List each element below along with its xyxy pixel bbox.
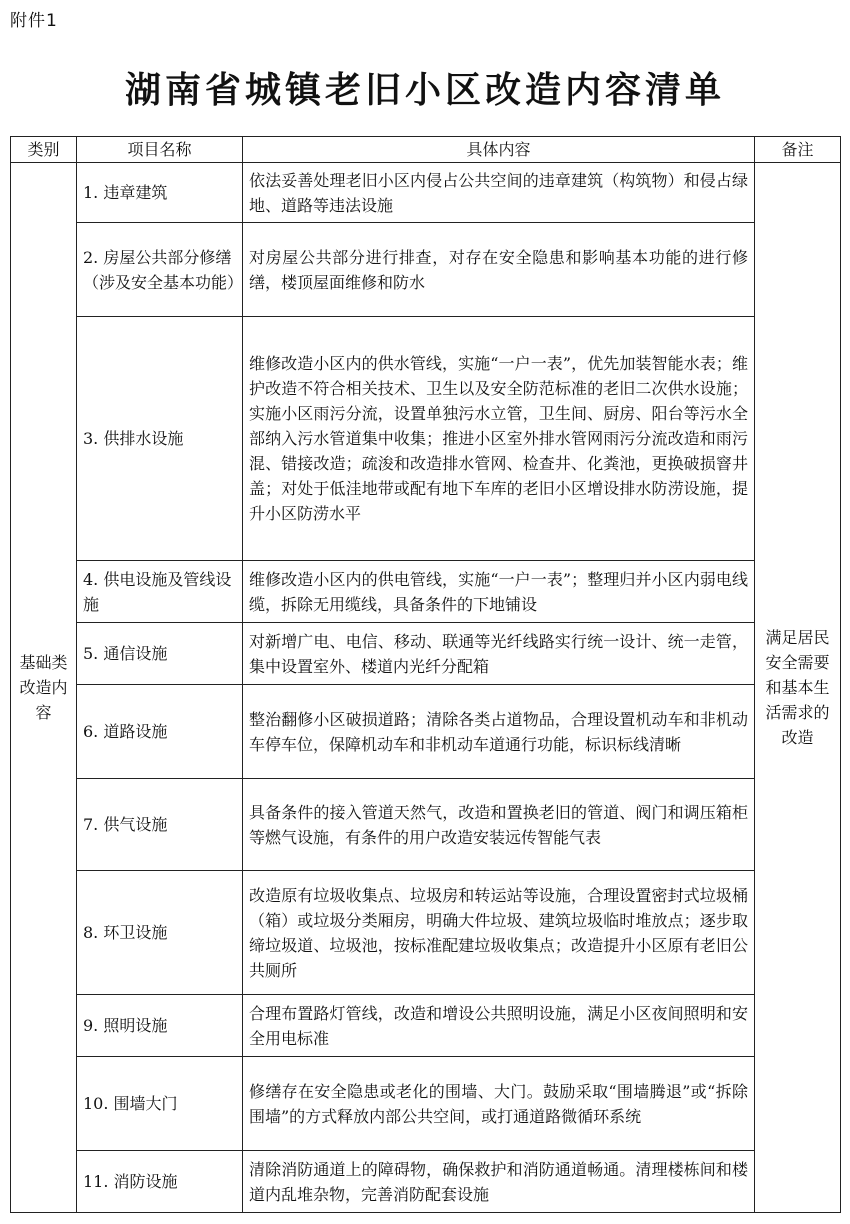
content-cell: 依法妥善处理老旧小区内侵占公共空间的违章建筑（构筑物）和侵占绿地、道路等违法设施	[243, 163, 755, 223]
content-cell: 对新增广电、电信、移动、联通等光纤线路实行统一设计、统一走管，集中设置室外、楼道内光纤分配箱	[243, 623, 755, 685]
table-row	[11, 561, 841, 623]
header-category: 类别	[11, 137, 77, 163]
document-title: 湖南省城镇老旧小区改造内容清单	[124, 69, 725, 111]
content-cell: 修缮存在安全隐患或老化的围墙、大门。鼓励采取“围墙腾退”或“拆除围墙”的方式释放内部公共空间，或打通道路微循环系统	[243, 1057, 755, 1151]
item-name-cell: 7. 供气设施	[77, 779, 243, 871]
content-cell: 维修改造小区内的供电管线，实施“一户一表”；整理归并小区内弱电线缆，拆除无用缆线，具备条件的下地铺设	[243, 561, 755, 623]
table-row	[11, 163, 841, 223]
item-name-cell: 8. 环卫设施	[77, 871, 243, 995]
table-row	[11, 623, 841, 685]
table-row	[11, 995, 841, 1057]
table-row	[11, 871, 841, 995]
table-row	[11, 685, 841, 779]
table-row	[11, 317, 841, 561]
content-cell: 改造原有垃圾收集点、垃圾房和转运站等设施，合理设置密封式垃圾桶（箱）或垃圾分类厢房，明确大件垃圾、建筑垃圾临时堆放点；逐步取缔垃圾道、垃圾池，按标准配建垃圾收集点；改造提升小区原有老旧公共厕所	[243, 871, 755, 995]
item-name-cell: 11. 消防设施	[77, 1151, 243, 1213]
renovation-list-table	[10, 136, 841, 1213]
header-item-name: 项目名称	[77, 137, 243, 163]
remark-cell: 满足居民安全需要和基本生活需求的改造	[755, 163, 841, 1213]
item-name-cell: 3. 供排水设施	[77, 317, 243, 561]
item-name-cell: 5. 通信设施	[77, 623, 243, 685]
item-name-cell: 2. 房屋公共部分修缮（涉及安全基本功能）	[77, 223, 243, 317]
content-cell: 维修改造小区内的供水管线，实施“一户一表”，优先加装智能水表；维护改造不符合相关技术、卫生以及安全防范标准的老旧二次供水设施；实施小区雨污分流，设置单独污水立管，卫生间、厨房、阳台等污水全部纳入污水管道集中收集；推进小区室外排水管网雨污分流改造和雨污混、错接改造；疏浚和改造排水管网、检查井、化粪池，更换破损窨井盖；对处于低洼地带或配有地下车库的老旧小区增设排水防涝设施，提升小区防涝水平	[243, 317, 755, 561]
header-content: 具体内容	[243, 137, 755, 163]
category-cell: 基础类改造内容	[11, 163, 77, 1213]
content-cell: 合理布置路灯管线，改造和增设公共照明设施，满足小区夜间照明和安全用电标准	[243, 995, 755, 1057]
table-row	[11, 223, 841, 317]
table-row	[11, 779, 841, 871]
table-row	[11, 1057, 841, 1151]
item-name-cell: 4. 供电设施及管线设施	[77, 561, 243, 623]
header-remark: 备注	[755, 137, 841, 163]
item-name-cell: 1. 违章建筑	[77, 163, 243, 223]
item-name-cell: 9. 照明设施	[77, 995, 243, 1057]
content-cell: 对房屋公共部分进行排查，对存在安全隐患和影响基本功能的进行修缮，楼顶屋面维修和防水	[243, 223, 755, 317]
content-cell: 清除消防通道上的障碍物，确保救护和消防通道畅通。清理楼栋间和楼道内乱堆杂物，完善消防配套设施	[243, 1151, 755, 1213]
table-header-row	[11, 137, 841, 163]
content-cell: 整治翻修小区破损道路；清除各类占道物品，合理设置机动车和非机动车停车位，保障机动车和非机动车道通行功能，标识标线清晰	[243, 685, 755, 779]
item-name-cell: 10. 围墙大门	[77, 1057, 243, 1151]
table-row	[11, 1151, 841, 1213]
content-cell: 具备条件的接入管道天然气，改造和置换老旧的管道、阀门和调压箱柜等燃气设施，有条件的用户改造安装远传智能气表	[243, 779, 755, 871]
item-name-cell: 6. 道路设施	[77, 685, 243, 779]
attachment-label: 附件1	[10, 11, 58, 31]
